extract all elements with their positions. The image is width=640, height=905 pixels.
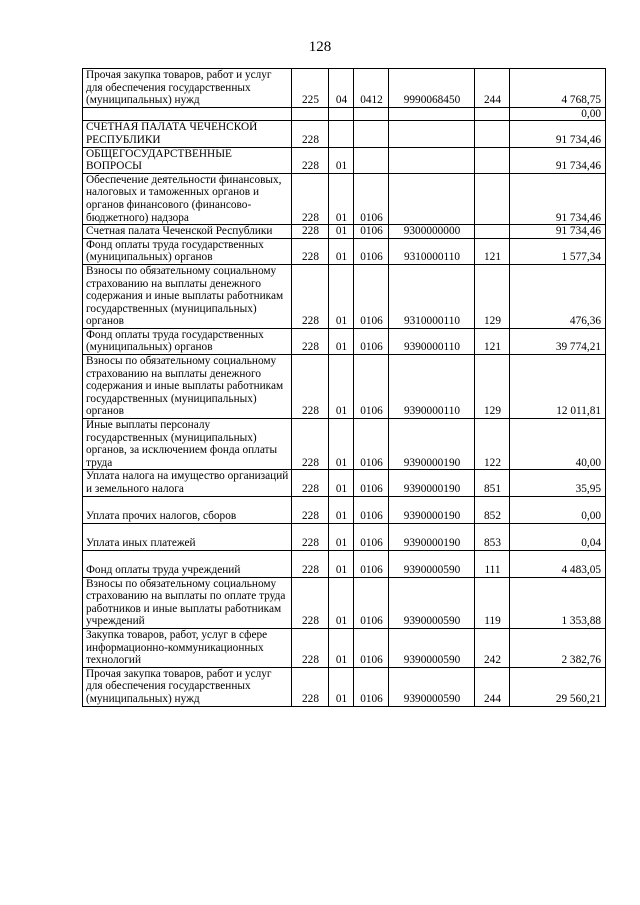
table-row <box>83 69 606 108</box>
row-prz: 0106 <box>354 328 389 354</box>
row-vr <box>475 107 510 121</box>
row-name: ОБЩЕГОСУДАРСТВЕННЫЕ ВОПРОСЫ <box>83 147 292 173</box>
row-sum: 39 774,21 <box>510 328 606 354</box>
row-prz: 0106 <box>354 173 389 224</box>
row-name: Прочая закупка товаров, работ и услуг для обеспечения государственных (муниципальных) нужд <box>83 667 292 706</box>
row-rz: 01 <box>329 264 354 328</box>
row-name: Обеспечение деятельности финансовых, налоговых и таможенных органов и органов финансового (финансово-бюджетного) надзора <box>83 173 292 224</box>
row-name: Счетная палата Чеченской Республики <box>83 225 292 239</box>
row-sum: 91 734,46 <box>510 147 606 173</box>
row-name: СЧЕТНАЯ ПАЛАТА ЧЕЧЕНСКОЙ РЕСПУБЛИКИ <box>83 121 292 147</box>
row-sum: 91 734,46 <box>510 121 606 147</box>
row-rz <box>329 107 354 121</box>
row-vr: 129 <box>475 264 510 328</box>
row-ved: 228 <box>292 550 329 577</box>
row-ved: 228 <box>292 238 329 264</box>
row-ved: 228 <box>292 470 329 496</box>
row-vr: 244 <box>475 667 510 706</box>
row-prz: 0106 <box>354 355 389 419</box>
table-row <box>83 577 606 628</box>
row-sum: 476,36 <box>510 264 606 328</box>
row-sum: 1 353,88 <box>510 577 606 628</box>
row-name: Взносы по обязательному социальному страхованию на выплаты денежного содержания и иные выплаты работникам государственных (муниципальных) органов <box>83 264 292 328</box>
table-row <box>83 121 606 147</box>
row-csr <box>389 121 475 147</box>
row-sum: 1 577,34 <box>510 238 606 264</box>
row-sum: 4 483,05 <box>510 550 606 577</box>
row-ved: 228 <box>292 355 329 419</box>
row-ved: 228 <box>292 264 329 328</box>
row-name: Фонд оплаты труда учреждений <box>83 550 292 577</box>
row-vr: 122 <box>475 419 510 470</box>
row-sum: 35,95 <box>510 470 606 496</box>
row-prz <box>354 107 389 121</box>
row-vr: 242 <box>475 628 510 667</box>
row-csr <box>389 107 475 121</box>
row-vr <box>475 173 510 224</box>
row-csr: 9300000000 <box>389 225 475 239</box>
row-vr: 853 <box>475 523 510 550</box>
budget-table <box>82 68 606 707</box>
row-sum: 0,00 <box>510 107 606 121</box>
row-name: Фонд оплаты труда государственных (муниципальных) органов <box>83 328 292 354</box>
row-rz: 01 <box>329 577 354 628</box>
row-rz: 01 <box>329 470 354 496</box>
row-name: Уплата налога на имущество организаций и земельного налога <box>83 470 292 496</box>
row-csr: 9390000190 <box>389 419 475 470</box>
row-sum: 40,00 <box>510 419 606 470</box>
table-row <box>83 225 606 239</box>
row-vr <box>475 147 510 173</box>
row-csr: 9390000110 <box>389 328 475 354</box>
row-csr <box>389 147 475 173</box>
row-rz: 01 <box>329 628 354 667</box>
row-ved: 228 <box>292 496 329 523</box>
row-ved <box>292 107 329 121</box>
table-row <box>83 550 606 577</box>
row-rz: 01 <box>329 238 354 264</box>
row-rz: 01 <box>329 225 354 239</box>
row-prz <box>354 121 389 147</box>
row-prz: 0106 <box>354 496 389 523</box>
row-vr: 129 <box>475 355 510 419</box>
row-rz: 01 <box>329 419 354 470</box>
row-rz: 01 <box>329 147 354 173</box>
row-prz: 0412 <box>354 69 389 108</box>
row-prz: 0106 <box>354 238 389 264</box>
row-rz: 01 <box>329 523 354 550</box>
row-csr: 9390000190 <box>389 470 475 496</box>
table-row <box>83 264 606 328</box>
row-ved: 228 <box>292 577 329 628</box>
row-prz: 0106 <box>354 264 389 328</box>
row-name: Взносы по обязательному социальному страхованию на выплаты по оплате труда работников и иные выплаты работникам учреждений <box>83 577 292 628</box>
table-row <box>83 355 606 419</box>
row-name: Взносы по обязательному социальному страхованию на выплаты денежного содержания и иные выплаты работникам государственных (муниципальных) органов <box>83 355 292 419</box>
row-vr: 851 <box>475 470 510 496</box>
row-prz: 0106 <box>354 550 389 577</box>
row-sum: 91 734,46 <box>510 173 606 224</box>
row-sum: 29 560,21 <box>510 667 606 706</box>
row-prz: 0106 <box>354 628 389 667</box>
table-row <box>83 328 606 354</box>
table-row <box>83 628 606 667</box>
row-name: Прочая закупка товаров, работ и услуг для обеспечения государственных (муниципальных) нужд <box>83 69 292 108</box>
row-rz: 04 <box>329 69 354 108</box>
row-rz: 01 <box>329 328 354 354</box>
row-name: Иные выплаты персоналу государственных (муниципальных) органов, за исключением фонда оплаты труда <box>83 419 292 470</box>
table-row <box>83 147 606 173</box>
table-row <box>83 107 606 121</box>
row-name <box>83 107 292 121</box>
row-ved: 228 <box>292 523 329 550</box>
row-sum: 0,00 <box>510 496 606 523</box>
row-vr: 244 <box>475 69 510 108</box>
row-csr: 9390000590 <box>389 628 475 667</box>
row-vr: 119 <box>475 577 510 628</box>
row-csr: 9390000590 <box>389 577 475 628</box>
row-csr: 9390000190 <box>389 523 475 550</box>
table-row <box>83 238 606 264</box>
row-csr <box>389 173 475 224</box>
row-prz: 0106 <box>354 470 389 496</box>
row-name: Закупка товаров, работ, услуг в сфере информационно-коммуникационных технологий <box>83 628 292 667</box>
row-vr <box>475 121 510 147</box>
row-ved: 228 <box>292 419 329 470</box>
row-prz: 0106 <box>354 225 389 239</box>
row-ved: 228 <box>292 147 329 173</box>
row-sum: 0,04 <box>510 523 606 550</box>
row-name: Уплата иных платежей <box>83 523 292 550</box>
row-csr: 9390000190 <box>389 496 475 523</box>
row-csr: 9390000110 <box>389 355 475 419</box>
row-ved: 228 <box>292 121 329 147</box>
row-csr: 9390000590 <box>389 550 475 577</box>
page-number: 128 <box>308 39 332 55</box>
row-ved: 228 <box>292 173 329 224</box>
row-rz: 01 <box>329 173 354 224</box>
row-ved: 228 <box>292 328 329 354</box>
row-sum: 2 382,76 <box>510 628 606 667</box>
row-vr: 111 <box>475 550 510 577</box>
row-csr: 9310000110 <box>389 264 475 328</box>
table-row <box>83 419 606 470</box>
row-csr: 9990068450 <box>389 69 475 108</box>
row-ved: 228 <box>292 628 329 667</box>
row-vr: 852 <box>475 496 510 523</box>
table-row <box>83 667 606 706</box>
row-ved: 228 <box>292 667 329 706</box>
row-prz: 0106 <box>354 419 389 470</box>
row-csr: 9390000590 <box>389 667 475 706</box>
table-row <box>83 496 606 523</box>
row-sum: 4 768,75 <box>510 69 606 108</box>
row-sum: 91 734,46 <box>510 225 606 239</box>
row-ved: 228 <box>292 225 329 239</box>
row-prz: 0106 <box>354 523 389 550</box>
row-prz: 0106 <box>354 667 389 706</box>
row-rz: 01 <box>329 496 354 523</box>
row-rz <box>329 121 354 147</box>
row-name: Фонд оплаты труда государственных (муниципальных) органов <box>83 238 292 264</box>
row-prz <box>354 147 389 173</box>
row-rz: 01 <box>329 667 354 706</box>
row-vr: 121 <box>475 328 510 354</box>
row-rz: 01 <box>329 550 354 577</box>
row-csr: 9310000110 <box>389 238 475 264</box>
table-row <box>83 470 606 496</box>
row-vr: 121 <box>475 238 510 264</box>
table-row <box>83 523 606 550</box>
row-ved: 225 <box>292 69 329 108</box>
row-sum: 12 011,81 <box>510 355 606 419</box>
row-vr <box>475 225 510 239</box>
row-name: Уплата прочих налогов, сборов <box>83 496 292 523</box>
table-row <box>83 173 606 224</box>
row-prz: 0106 <box>354 577 389 628</box>
row-rz: 01 <box>329 355 354 419</box>
